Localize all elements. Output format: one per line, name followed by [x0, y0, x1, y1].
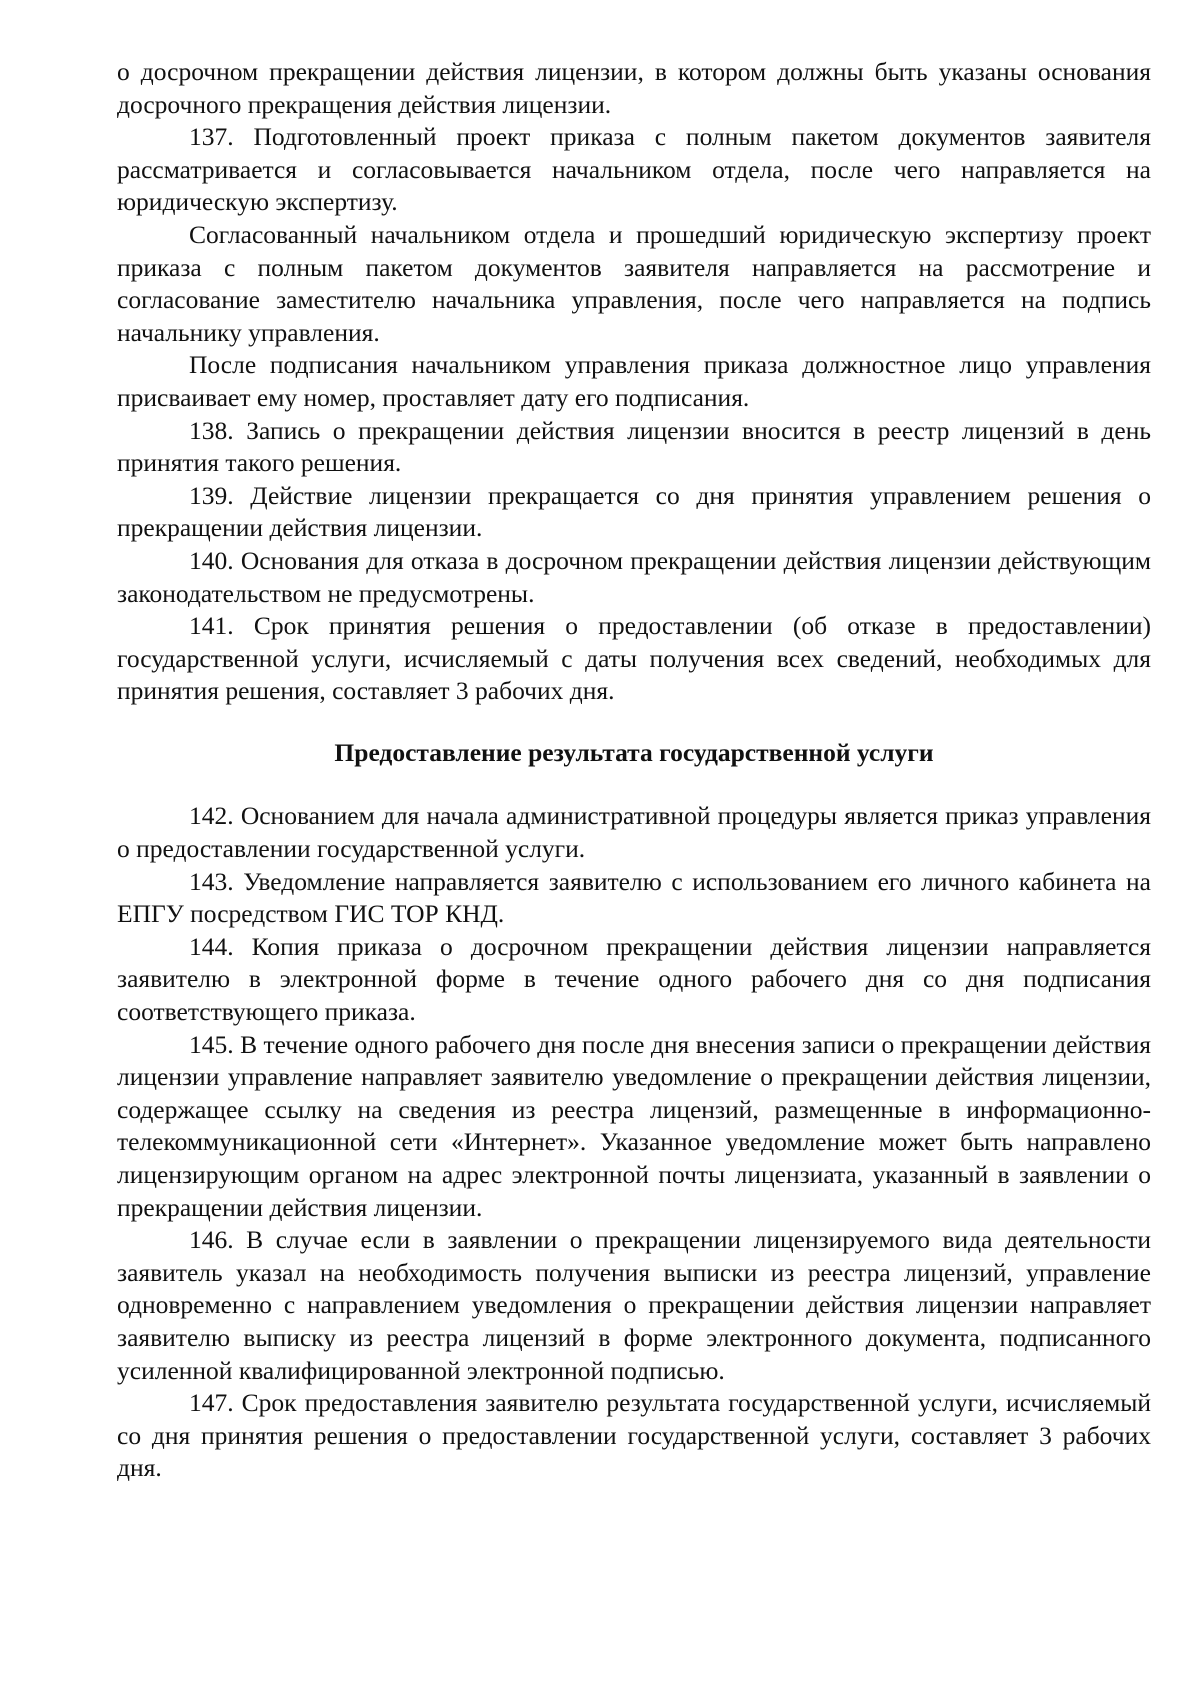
paragraph-137: 137. Подготовленный проект приказа с полным пакетом документов заявителя рассматривается и согласовывается начальником отдела, после чего направляется на юридическую экспертизу.: [117, 122, 1151, 217]
paragraph-146: 146. В случае если в заявлении о прекращении лицензируемого вида деятельности заявитель указал на необходимость получения выписки из реестра лицензий, управление одновременно с направлением уведомления о прекращении действия лицензии направляет заявителю выписку из реестра лицензий в форме электронного документа, подписанного усиленной квалифицированной электронной подписью.: [117, 1225, 1151, 1385]
paragraph-142: 142. Основанием для начала административной процедуры является приказ управления о предоставлении государственной услуги.: [117, 801, 1151, 864]
paragraph-137-approval: Согласованный начальником отдела и прошедший юридическую экспертизу проект приказа с полным пакетом документов заявителя направляется на рассмотрение и согласование заместителю начальника управления, после чего направляется на подпись начальнику управления.: [117, 219, 1151, 347]
section-heading: Предоставление результата государственной услуги: [334, 737, 934, 767]
paragraph-139: 139. Действие лицензии прекращается со дня принятия управлением решения о прекращении действия лицензии.: [117, 480, 1151, 543]
paragraph-145: 145. В течение одного рабочего дня после дня внесения записи о прекращении действия лицензии управление направляет заявителю уведомление о прекращении действия лицензии, содержащее ссылку на сведения из реестра лицензий, размещенные в информационно-телекоммуникационной сети «Интернет». Указанное уведомление может быть направлено лицензирующим органом на адрес электронной почты лицензиата, указанный в заявлении о прекращении действия лицензии.: [117, 1029, 1151, 1222]
paragraph-143: 143. Уведомление направляется заявителю с использованием его личного кабинета на ЕПГУ посредством ГИС ТОР КНД.: [117, 866, 1151, 929]
paragraph-144: 144. Копия приказа о досрочном прекращении действия лицензии направляется заявителю в электронной форме в течение одного рабочего дня со дня подписания соответствующего приказа.: [117, 931, 1151, 1027]
document-page: [117, 56, 1151, 1485]
paragraph-140: 140. Основания для отказа в досрочном прекращении действия лицензии действующим законодательством не предусмотрены.: [117, 545, 1151, 608]
paragraph-138: 138. Запись о прекращении действия лицензии вносится в реестр лицензий в день принятия такого решения.: [117, 415, 1151, 478]
paragraph-137-signing: После подписания начальником управления приказа должностное лицо управления присваивает ему номер, проставляет дату его подписания.: [117, 350, 1151, 412]
paragraph-147: 147. Срок предоставления заявителю результата государственной услуги, исчисляемый со дня принятия решения о предоставлении государственной услуги, составляет 3 рабочих дня.: [117, 1388, 1151, 1483]
paragraph-141: 141. Срок принятия решения о предоставлении (об отказе в предоставлении) государственной услуги, исчисляемый с даты получения всех сведений, необходимых для принятия решения, составляет 3 рабочих дня.: [117, 611, 1151, 706]
paragraph-continuation: о досрочном прекращении действия лицензии, в котором должны быть указаны основания досрочного прекращения действия лицензии.: [117, 57, 1151, 119]
